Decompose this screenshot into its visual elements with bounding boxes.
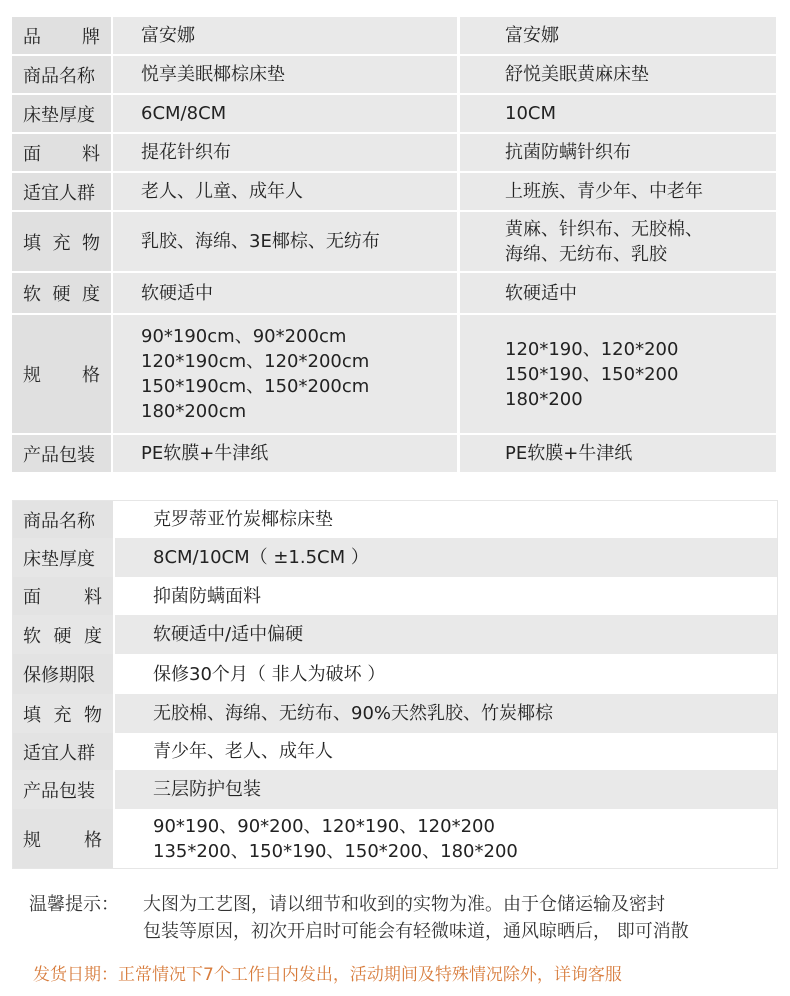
table-row [13, 615, 777, 654]
table-row [12, 435, 776, 474]
row-label: 产品包装 [13, 770, 115, 809]
notice [29, 891, 689, 945]
cell: PE软膜+牛津纸 [113, 435, 460, 472]
cell: 8CM/10CM（ ±1.5CM ） [115, 538, 777, 577]
cell: 软硬适中 [460, 273, 776, 313]
table-row [13, 694, 777, 733]
cell: 6CM/8CM [113, 95, 460, 132]
row-label: 产品包装 [12, 435, 113, 472]
row-label: 适宜人群 [13, 733, 115, 770]
cell: 乳胶、海绵、3E椰棕、无纺布 [113, 212, 460, 271]
cell: 抑菌防螨面料 [115, 577, 777, 615]
row-label: 面 料 [12, 134, 113, 171]
cell: 软硬适中/适中偏硬 [115, 615, 777, 654]
table-row [13, 538, 777, 577]
table-row [13, 577, 777, 615]
cell: 富安娜 [113, 17, 460, 54]
cell: 悦享美眠椰棕床垫 [113, 56, 460, 93]
cell: 90*190cm、90*200cm 120*190cm、120*200cm 150*190cm、150*200cm 180*200cm [113, 315, 460, 433]
table-row [13, 809, 777, 868]
cell: 三层防护包装 [115, 770, 777, 809]
cell: 90*190、90*200、120*190、120*200 135*200、150*190、150*200、180*200 [115, 809, 777, 868]
cell: 保修30个月（ 非人为破坏 ） [115, 654, 777, 694]
row-label: 规 格 [13, 809, 115, 868]
cell: PE软膜+牛津纸 [460, 435, 776, 472]
shipping-notice: 发货日期：正常情况下7个工作日内发出，活动期间及特殊情况除外，详询客服 [33, 965, 622, 985]
table-row [12, 315, 776, 435]
notice-label: 温馨提示： [29, 894, 119, 915]
row-label: 软 硬 度 [12, 273, 113, 313]
cell: 上班族、青少年、中老年 [460, 173, 776, 210]
row-label: 商品名称 [13, 501, 115, 538]
table-row [13, 501, 777, 538]
table-row [12, 134, 776, 173]
row-label: 软 硬 度 [13, 615, 115, 654]
cell: 软硬适中 [113, 273, 460, 313]
row-label: 床垫厚度 [13, 538, 115, 577]
table-row [13, 733, 777, 770]
spec-table-2 [12, 500, 778, 869]
cell: 黄麻、针织布、无胶棉、 海绵、无纺布、乳胶 [460, 212, 776, 271]
cell: 青少年、老人、成年人 [115, 733, 777, 770]
notice-text-line-1: 大图为工艺图，请以细节和收到的实物为准。由于仓储运输及密封 [143, 894, 665, 915]
table-row [12, 173, 776, 212]
row-label: 品 牌 [12, 17, 113, 54]
spec-table-1 [12, 17, 776, 474]
cell: 10CM [460, 95, 776, 132]
notice-text-line-2: 包装等原因，初次开启时可能会有轻微味道，通风晾晒后， 即可消散 [143, 921, 689, 942]
cell: 克罗蒂亚竹炭椰棕床垫 [115, 501, 777, 538]
row-label: 面 料 [13, 577, 115, 615]
row-label: 规 格 [12, 315, 113, 433]
row-label: 商品名称 [12, 56, 113, 93]
table-row [12, 95, 776, 134]
cell: 无胶棉、海绵、无纺布、90%天然乳胶、竹炭椰棕 [115, 694, 777, 733]
table-row [12, 273, 776, 315]
row-label: 填 充 物 [13, 694, 115, 733]
row-label: 保修期限 [13, 654, 115, 694]
table-row [12, 56, 776, 95]
table-row [12, 212, 776, 273]
cell: 提花针织布 [113, 134, 460, 171]
row-label: 填 充 物 [12, 212, 113, 271]
table-row [13, 770, 777, 809]
cell: 富安娜 [460, 17, 776, 54]
cell: 老人、儿童、成年人 [113, 173, 460, 210]
cell: 抗菌防螨针织布 [460, 134, 776, 171]
row-label: 床垫厚度 [12, 95, 113, 132]
cell: 120*190、120*200 150*190、150*200 180*200 [460, 315, 776, 433]
table-row [13, 654, 777, 694]
table-row [12, 17, 776, 56]
row-label: 适宜人群 [12, 173, 113, 210]
cell: 舒悦美眠黄麻床垫 [460, 56, 776, 93]
